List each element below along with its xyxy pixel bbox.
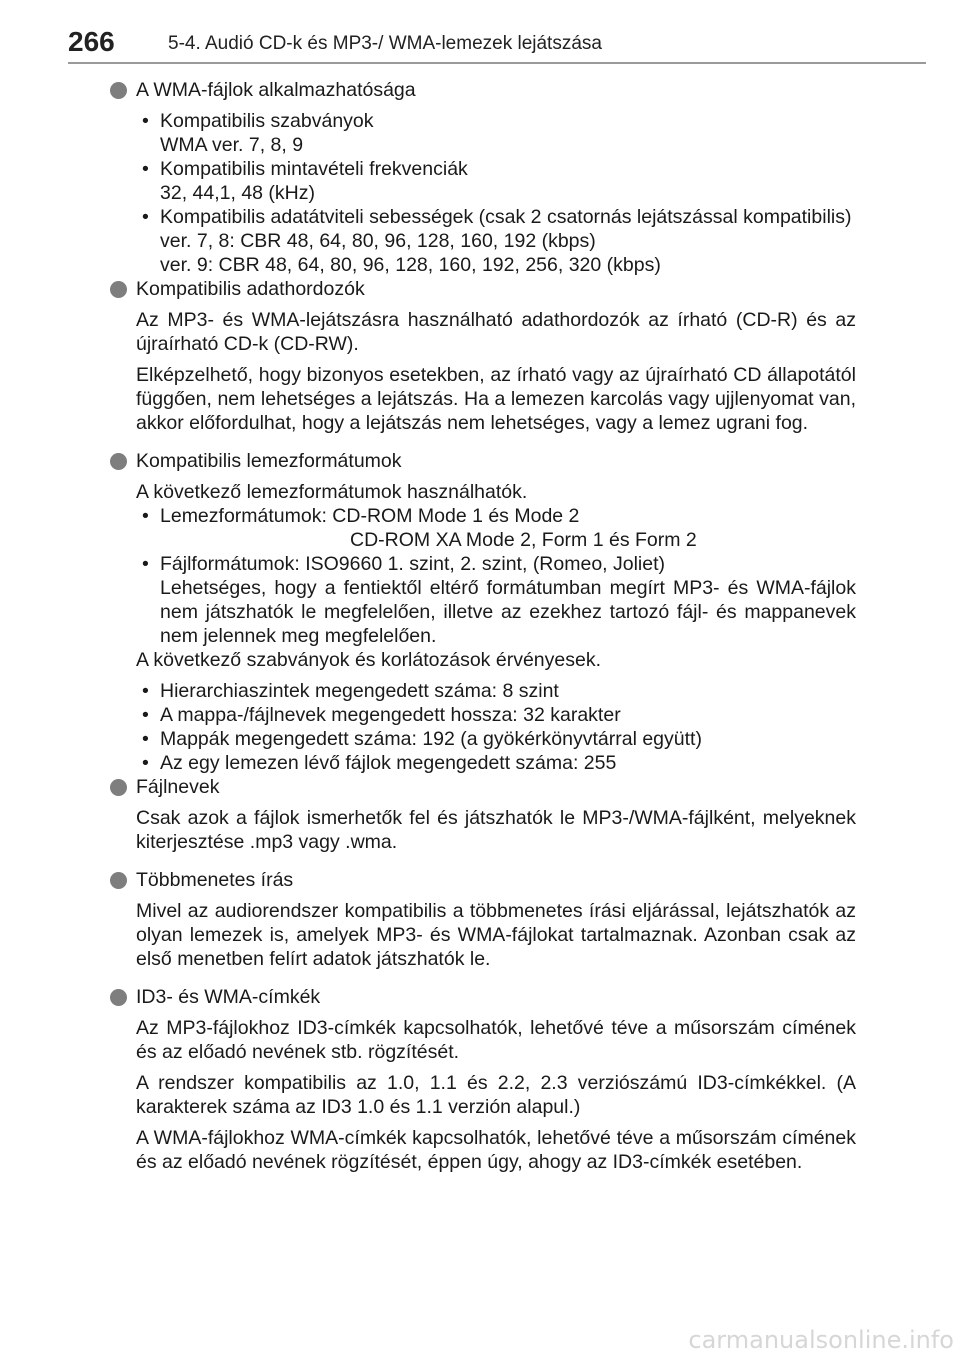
chapter-title: 5-4. Audió CD-k és MP3-/ WMA-lemezek lejátszása [168, 33, 602, 54]
paragraph: A rendszer kompatibilis az 1.0, 1.1 és 2.2, 2.3 verziószámú ID3-címkékkel. (A karakterek száma az ID3 1.0 és 1.1 verzión alapul.) [136, 1072, 856, 1118]
bullet-dot-icon [110, 281, 127, 298]
section-filenames-body [110, 806, 856, 854]
section-multisession-title: Többmenetes írás [110, 868, 856, 892]
paragraph: Az MP3-fájlokhoz ID3-címkék kapcsolhatók, lehetővé téve a műsorszám címének és az előadó nevének stb. rögzítését. [136, 1017, 856, 1063]
watermark: carmanualsonline.info [688, 1326, 954, 1354]
section-tags-body [110, 1016, 856, 1174]
bullet-dot-icon [110, 989, 127, 1006]
bullet-dot-icon [110, 82, 127, 99]
paragraph: Csak azok a fájlok ismerhetők fel és játszhatók le MP3-/WMA-fájlként, melyeknek kiterjesztése .mp3 vagy .wma. [136, 807, 856, 853]
section-media-title: Kompatibilis adathordozók [110, 277, 856, 301]
paragraph: A következő szabványok és korlátozások érvényesek. [136, 649, 601, 671]
bullet-dot-icon [110, 872, 127, 889]
paragraph: Az MP3- és WMA-lejátszásra használható adathordozók az írható (CD-R) és az újraírható CD-k (CD-RW). [136, 309, 856, 355]
page-number: 266 [68, 26, 115, 57]
list-item: • Mappák megengedett száma: 192 (a gyökérkönyvtárral együtt) [142, 728, 702, 750]
bullet-dot-icon [110, 779, 127, 796]
paragraph: A WMA-fájlokhoz WMA-címkék kapcsolhatók, lehetővé téve a műsorszám címének és az előadó nevének rögzítését, éppen úgy, ahogy az ID3-címkék esetében. [136, 1127, 856, 1173]
list-item: • Lemezformátumok: CD-ROM Mode 1 és Mode 2 CD-ROM XA Mode 2, Form 1 és Form 2 [142, 505, 697, 551]
paragraph: Mivel az audiorendszer kompatibilis a többmenetes írási eljárással, lejátszhatók az olyan lemezek is, amelyek MP3- és WMA-fájlokat tartalmaznak. Azonban csak az első menetben felírt adatok játszhatók le. [136, 900, 856, 970]
section-filenames-title: Fájlnevek [110, 775, 856, 799]
list-item: • Az egy lemezen lévő fájlok megengedett száma: 255 [142, 752, 617, 774]
section-wma-title: A WMA-fájlok alkalmazhatósága [110, 78, 856, 102]
section-media-body [110, 308, 856, 435]
section-tags-title: ID3- és WMA-címkék [110, 985, 856, 1009]
list-item: • A mappa-/fájlnevek megengedett hossza: 32 karakter [142, 704, 621, 726]
header-divider [68, 62, 926, 64]
list-item: • Kompatibilis adatátviteli sebességek (csak 2 csatornás lejátszással kompatibilis) ver. 7, 8: CBR 48, 64, 80, 96, 128, 160, 192 (kbps) ver. 9: CBR 48, 64, 80, 96, 128, 160, 192, 256, 320 (kbps) [142, 206, 852, 276]
paragraph: Elképzelhető, hogy bizonyos esetekben, az írható vagy az újraírható CD állapotától függően, nem lehetséges a lejátszás. Ha a lemezen karcolás vagy ujjlenyomat van, akkor előfordulhat, hogy a lejátszás nem lehetséges, vagy a lemez ugrani fog. [136, 364, 856, 434]
bullet-dot-icon [110, 453, 127, 470]
section-wma-body [110, 109, 856, 277]
section-multisession-body [110, 899, 856, 971]
page-content [110, 78, 856, 1174]
paragraph: A következő lemezformátumok használhatók. [136, 481, 528, 503]
page-header [0, 0, 960, 60]
list-item: • Kompatibilis mintavételi frekvenciák 32, 44,1, 48 (kHz) [142, 158, 468, 204]
list-item: • Hierarchiaszintek megengedett száma: 8 szint [142, 680, 559, 702]
list-item: • Kompatibilis szabványok WMA ver. 7, 8, 9 [142, 110, 374, 156]
section-formats-body [110, 480, 856, 775]
section-formats-title: Kompatibilis lemezformátumok [110, 449, 856, 473]
list-item: • Fájlformátumok: ISO9660 1. szint, 2. szint, (Romeo, Joliet) Lehetséges, hogy a fentiektől eltérő formátumban megírt MP3- és WMA-fájlok nem játszhatók le megfelelően, illetve az ezekhez tartozó fájl- és mappanevek nem jelennek meg megfelelően. [142, 553, 856, 647]
